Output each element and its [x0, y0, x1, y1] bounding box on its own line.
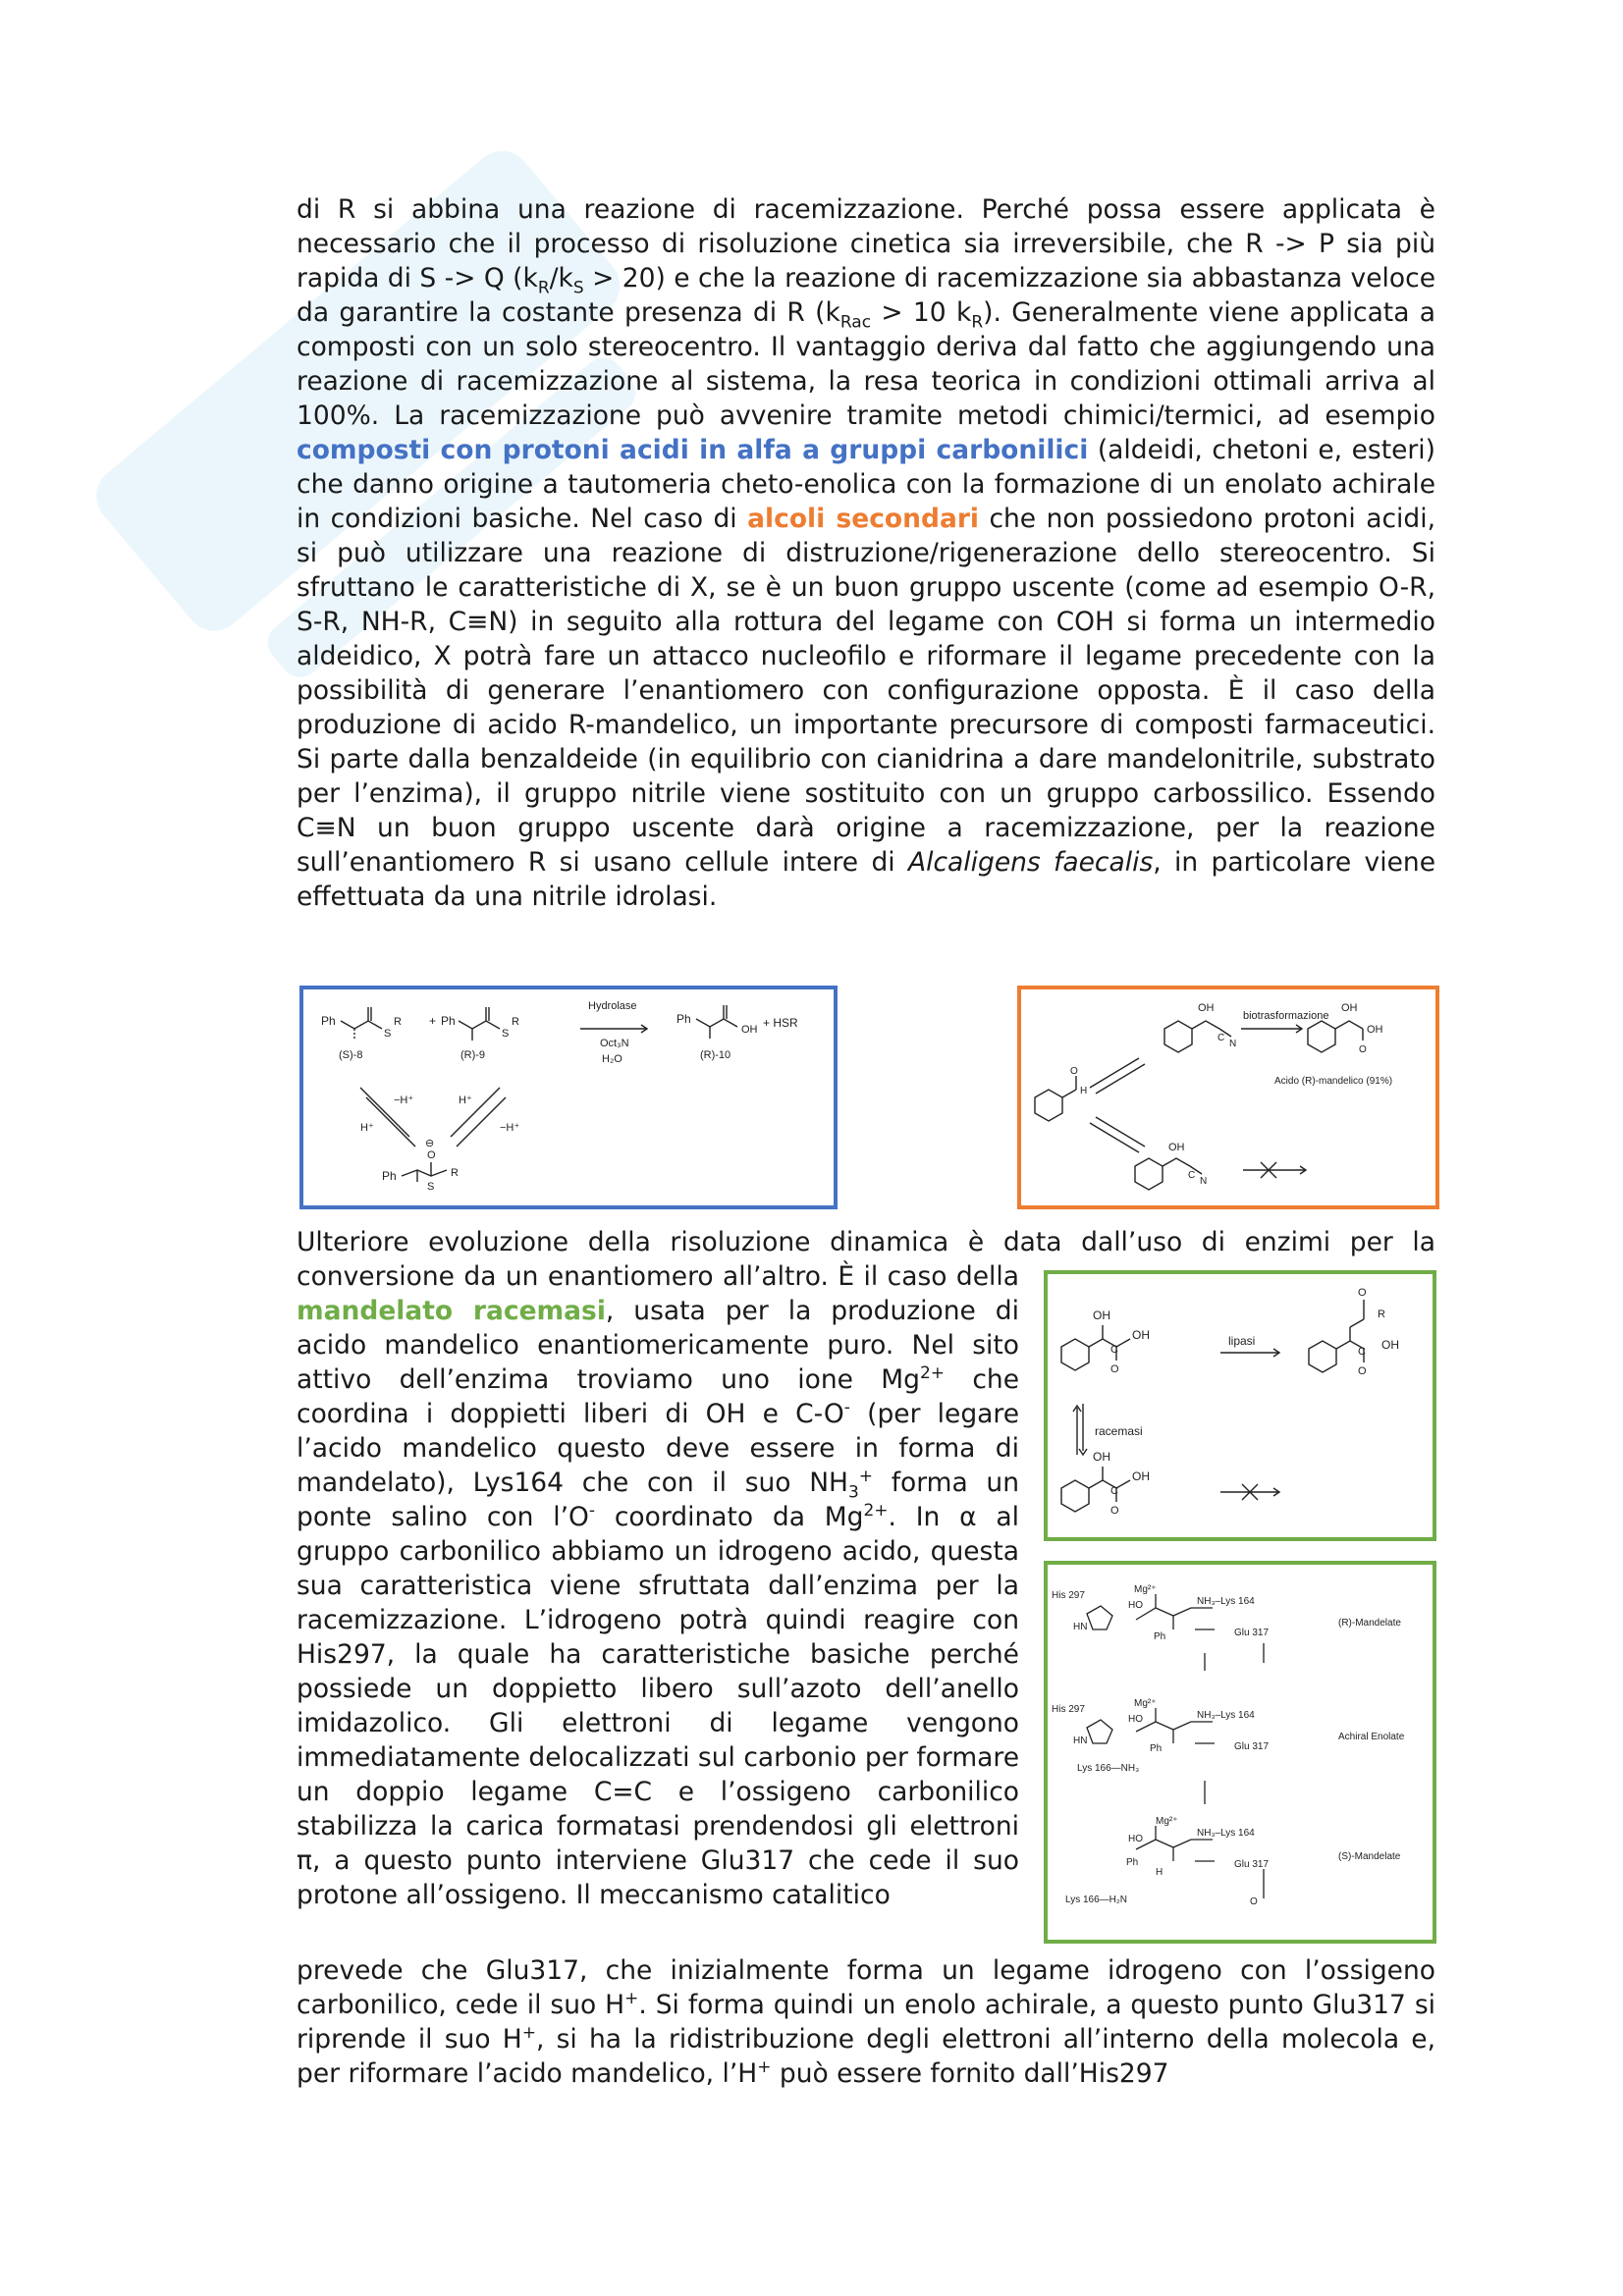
svg-text:H: H [1080, 1086, 1088, 1096]
svg-text:(R)-9: (R)-9 [460, 1049, 486, 1061]
svg-text:C: C [1358, 1346, 1366, 1358]
svg-text:Ph: Ph [1150, 1743, 1163, 1754]
svg-text:+ HSR: + HSR [763, 1016, 798, 1030]
svg-text:NH₃–Lys 164: NH₃–Lys 164 [1197, 1710, 1255, 1721]
svg-text:OH: OH [1093, 1450, 1110, 1464]
svg-text:C: C [1110, 1485, 1118, 1497]
mechanism-scheme [1048, 1565, 1433, 1940]
paragraph-dynamic-resolution: di R si abbina una reazione di racemizzazione. Perché possa essere applicata è necessario che il processo di risoluzione cinetica sia irreversibile, che R -> P sia più rapida di S -> Q $(k_R/k_S > 20)$ e che la reazione di racemizzazione sia abbastanza veloce da garantire la costante presenza di R ($k_{Rac} > 10$ $k_R$). Generalmente viene applicata a composti con un solo stereocentro. Il vantaggio deriva dal fatto che aggiungendo una reazione di racemizzazione al sistema, la resa teorica in condizioni ottimali arriva al 100%. La racemizzazione può avvenire tramite metodi chimici/termici, ad esempio composti con protoni acidi in alfa a gruppi carbonilici (aldeidi, chetoni e, esteri) che danno origine a tautomeria cheto-enolica con la formazione di un enolato achirale in condizioni basiche. Nel caso di alcoli secondari che non possiedono protoni acidi, si può utilizzare una reazione di distruzione/rigenerazione dello stereocentro. Si sfruttano le caratteristiche di X, se è un buon gruppo uscente (come ad esempio O-R, S-R, NH-R, C≡N) in seguito alla rottura del legame con COH si forma un intermedio aldeidico, X potrà fare un attacco nucleofilo e riformare il legame precedente con la possibilità di generare l’enantiomero con configurazione opposta. È il caso della produzione di acido R-mandelico, un importante precursore di composti farmaceutici. Si parte dalla benzaldeide (in equilibrio con cianidrina a dare mandelonitrile, substrato per l’enzima), il gruppo nitrile viene sostituito con un gruppo carbossilico. Essendo C≡N un buon gruppo uscente darà origine a racemizzazione, per la reazione sull’enantiomero R si usano cellule intere di Alcaligens faecalis, in particolare viene effettuata da una nitrile idrolasi. [297, 194, 1436, 912]
svg-text:H⁺: H⁺ [360, 1122, 374, 1134]
svg-text:lipasi: lipasi [1228, 1334, 1256, 1348]
svg-text:N: N [1229, 1039, 1237, 1049]
svg-text:HO: HO [1128, 1714, 1143, 1725]
svg-text:Ph: Ph [441, 1014, 456, 1028]
figure-mandelonitrile-biotransformation [1017, 986, 1439, 1209]
svg-text:S: S [384, 1028, 392, 1040]
svg-text:Mg²⁺: Mg²⁺ [1134, 1698, 1157, 1709]
svg-text:R: R [1378, 1308, 1385, 1320]
svg-text:O: O [1358, 1287, 1367, 1299]
svg-text:(S)-Mandelate: (S)-Mandelate [1338, 1851, 1401, 1862]
svg-text:N: N [1200, 1176, 1208, 1187]
paragraph-catalytic-mechanism: prevede che Glu317, che inizialmente forma un legame idrogeno con l’ossigeno carbonilico, cede il suo H+. Si forma quindi un enolo achirale, a questo punto Glu317 si riprende il suo H+, si ha la ridistribuzione degli elettroni all’interno della molecola e, per riformare l’acido mandelico, l’H+ può essere fornito dall’His297 [297, 1955, 1435, 2089]
svg-text:C: C [1217, 1033, 1225, 1043]
svg-text:His 297: His 297 [1052, 1704, 1085, 1715]
svg-text:R: R [394, 1016, 402, 1028]
figure-thioester-racemization [299, 986, 838, 1209]
svg-text:Ph: Ph [1126, 1857, 1139, 1868]
svg-text:O: O [1070, 1066, 1078, 1077]
svg-text:Acido (R)-mandelico (91%): Acido (R)-mandelico (91%) [1274, 1076, 1393, 1087]
svg-text:OH: OH [1132, 1328, 1150, 1342]
svg-text:Ph: Ph [676, 1012, 691, 1026]
svg-text:Ph: Ph [321, 1014, 336, 1028]
svg-text:OH: OH [1198, 1002, 1215, 1014]
highlight-alpha-protons: composti con protoni acidi in alfa a gruppi carbonilici [297, 435, 1089, 465]
reaction-scheme-lipase [1048, 1274, 1433, 1537]
figure-racemase-mechanism [1044, 1561, 1436, 1944]
svg-text:OH: OH [1381, 1338, 1399, 1352]
svg-text:O: O [1358, 1365, 1367, 1377]
svg-text:O: O [1110, 1505, 1119, 1517]
svg-text:Oct₃N: Oct₃N [600, 1038, 629, 1049]
svg-text:HO: HO [1128, 1600, 1143, 1611]
svg-text:−H⁺: −H⁺ [394, 1095, 414, 1106]
paragraph-mandelate-racemase-intro: Ulteriore evoluzione della risoluzione dinamica è data dall’uso di enzimi per la [297, 1227, 1435, 1257]
svg-text:Lys 166—NH₃: Lys 166—NH₃ [1077, 1763, 1140, 1774]
svg-text:Glu 317: Glu 317 [1234, 1859, 1270, 1870]
svg-text:S: S [427, 1181, 435, 1193]
svg-text:Mg²⁺: Mg²⁺ [1134, 1584, 1157, 1595]
highlight-mandelate-racemase: mandelato racemasi [297, 1296, 606, 1326]
svg-text:H: H [1156, 1867, 1163, 1878]
svg-text:His 297: His 297 [1052, 1590, 1085, 1601]
svg-text:Hydrolase: Hydrolase [588, 1000, 637, 1012]
svg-text:Glu 317: Glu 317 [1234, 1628, 1270, 1638]
svg-text:Glu 317: Glu 317 [1234, 1741, 1270, 1752]
svg-text:HO: HO [1128, 1834, 1143, 1844]
svg-text:+: + [429, 1014, 437, 1028]
svg-text:racemasi: racemasi [1095, 1424, 1143, 1438]
svg-text:Ph: Ph [382, 1169, 397, 1183]
paragraph-mandelate-racemase-body: conversione da un enantiomero all’altro. È il caso della mandelato racemasi, usata per la produzione di acido mandelico enantiomericamente puro. Nel sito attivo dell’enzima troviamo uno ione $Mg^{2+}$ che coordina i doppietti liberi di OH e C-O- (per legare l’acido mandelico questo deve essere in forma di mandelato), Lys164 che con il suo $NH_3^+$ forma un ponte salino con l’O- coordinato da $Mg^{2+}$. In α al gruppo carbonilico abbiamo un idrogeno acido, questa sua caratteristica viene sfruttata dall’enzima per la racemizzazione. L’idrogeno potrà quindi reagire con His297, la quale ha caratteristiche basiche perché possiede un doppietto libero sull’azoto dell’anello imidazolico. Gli elettroni di legame vengono immediatamente delocalizzati sul carbonio per formare un doppio legame C=C e l’ossigeno carbonilico stabilizza la carica formatasi prendendosi gli elettroni π, a questo punto interviene Glu317 che cede il suo protone all’ossigeno. Il meccanismo catalitico [297, 1261, 1020, 1910]
svg-text:C: C [1188, 1170, 1196, 1181]
svg-text:R: R [512, 1016, 519, 1028]
reaction-scheme-thioester [303, 989, 834, 1205]
svg-text:O: O [1110, 1363, 1119, 1375]
svg-text:NH₃–Lys 164: NH₃–Lys 164 [1197, 1828, 1255, 1839]
svg-text:H⁺: H⁺ [459, 1095, 472, 1106]
svg-text:(S)-8: (S)-8 [339, 1049, 363, 1061]
svg-text:Ph: Ph [1154, 1631, 1166, 1642]
svg-text:HN: HN [1073, 1622, 1088, 1632]
svg-text:O: O [427, 1149, 436, 1161]
svg-text:Achiral Enolate: Achiral Enolate [1338, 1732, 1405, 1742]
svg-text:OH: OH [1093, 1308, 1110, 1322]
figure-lipase-racemase [1044, 1270, 1436, 1541]
svg-text:(R)-10: (R)-10 [700, 1049, 731, 1061]
svg-text:OH: OH [1132, 1469, 1150, 1483]
svg-text:NH₃–Lys 164: NH₃–Lys 164 [1197, 1596, 1255, 1607]
svg-text:⊖: ⊖ [425, 1138, 435, 1149]
svg-text:OH: OH [1341, 1002, 1358, 1014]
svg-text:C: C [1110, 1344, 1118, 1356]
svg-text:Mg²⁺: Mg²⁺ [1156, 1816, 1178, 1827]
svg-text:−H⁺: −H⁺ [500, 1122, 520, 1134]
svg-text:OH: OH [741, 1024, 758, 1036]
svg-text:H₂O: H₂O [602, 1053, 622, 1065]
svg-text:Lys 166—H₂N: Lys 166—H₂N [1065, 1895, 1127, 1905]
svg-text:OH: OH [1367, 1024, 1383, 1036]
svg-text:biotrasformazione: biotrasformazione [1243, 1010, 1329, 1022]
reaction-scheme-nitrilase [1021, 989, 1435, 1205]
svg-text:OH: OH [1168, 1142, 1185, 1153]
svg-text:O: O [1250, 1896, 1258, 1907]
svg-text:O: O [1359, 1044, 1367, 1055]
svg-text:S: S [502, 1028, 510, 1040]
svg-text:(R)-Mandelate: (R)-Mandelate [1338, 1618, 1401, 1629]
svg-text:HN: HN [1073, 1735, 1088, 1746]
highlight-secondary-alcohols: alcoli secondari [747, 504, 979, 534]
svg-text:R: R [451, 1167, 459, 1179]
